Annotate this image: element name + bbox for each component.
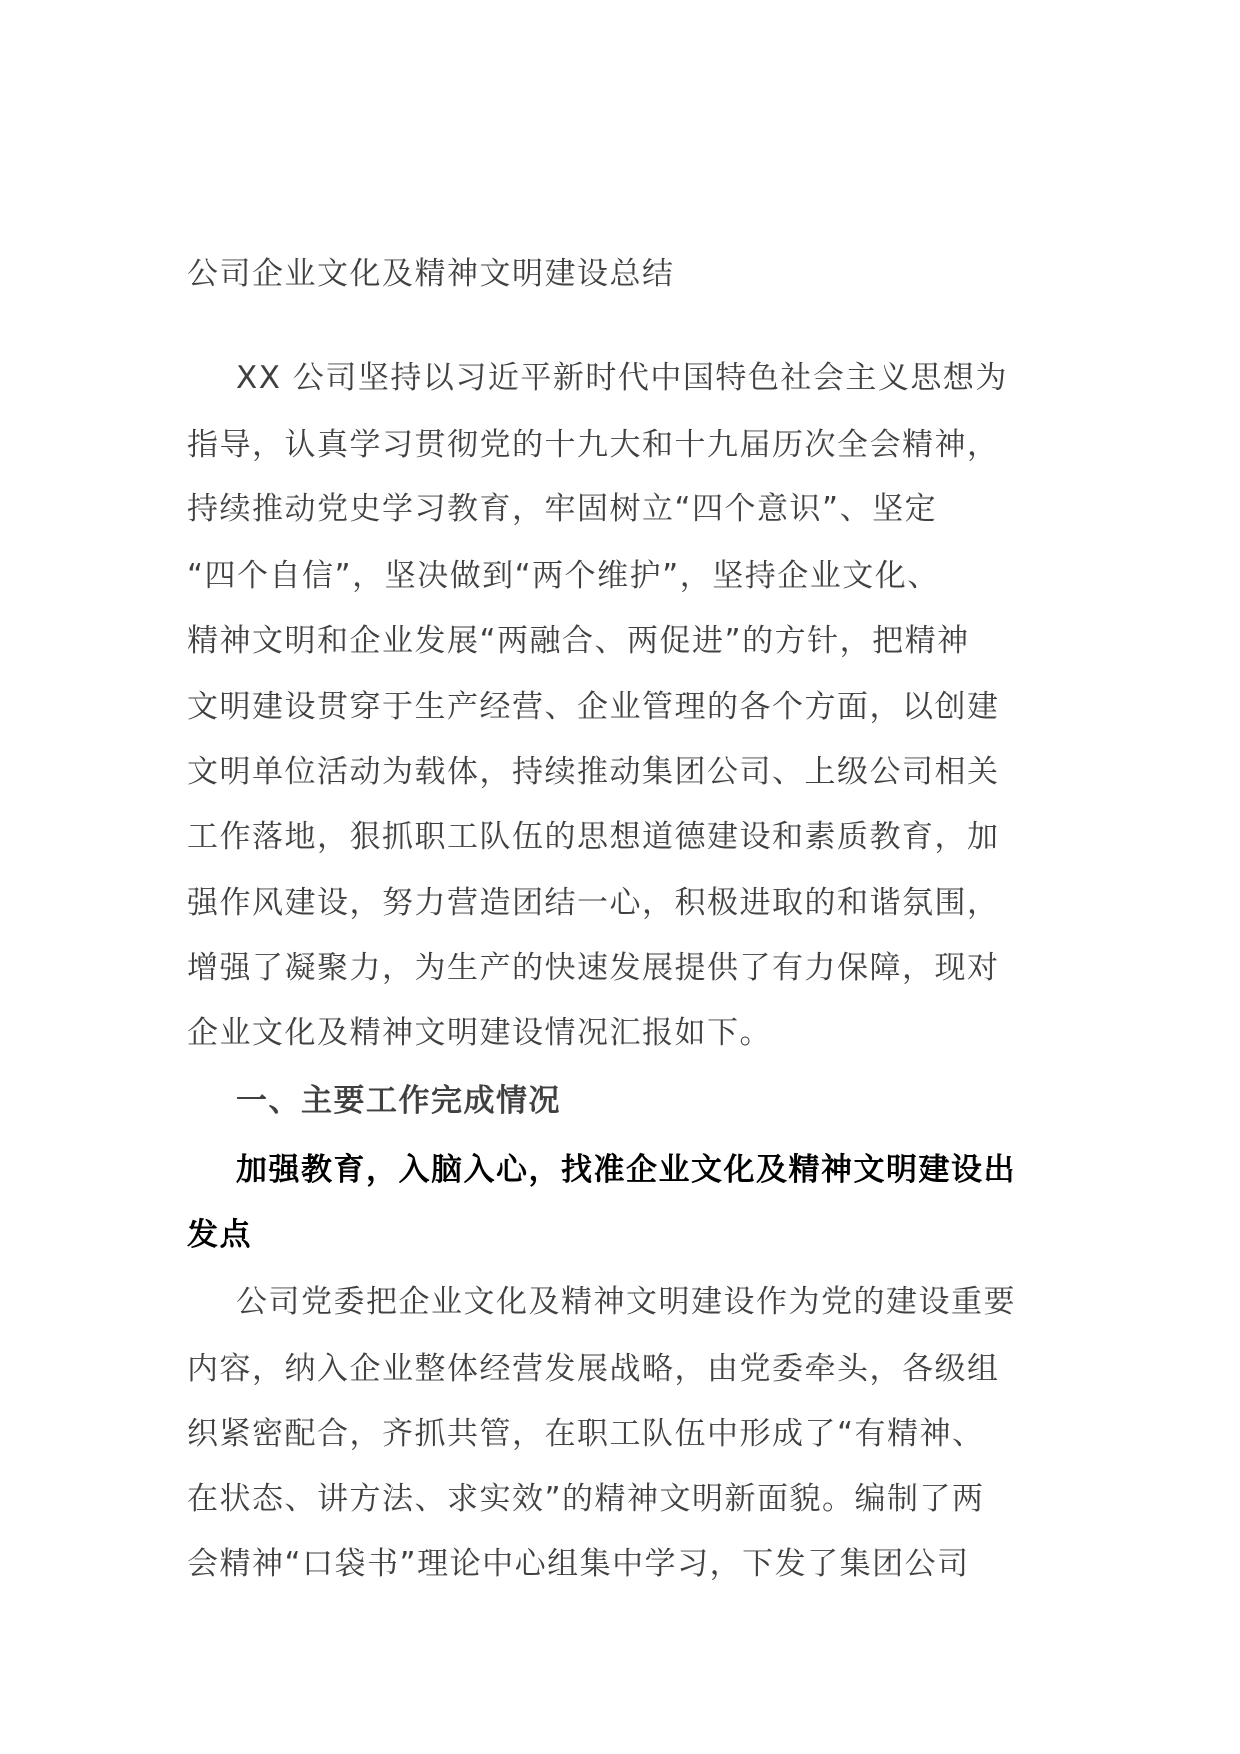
intro-paragraph-line: 文明单位活动为载体，持续推动集团公司、上级公司相关 xyxy=(187,754,1000,790)
section-paragraph-line: 织紧密配合，齐抓共管，在职工队伍中形成了“有精神、 xyxy=(187,1416,985,1452)
section-subheading: 发点 xyxy=(187,1217,252,1253)
section-subheading: 加强教育，入脑入心，找准企业文化及精神文明建设出 xyxy=(236,1152,1016,1188)
intro-paragraph-line: 增强了凝聚力，为生产的快速发展提供了有力保障，现对 xyxy=(187,950,1000,986)
section-paragraph-line: 公司党委把企业文化及精神文明建设作为党的建设重要 xyxy=(236,1284,1016,1320)
section-paragraph-line: 会精神“口袋书”理论中心组集中学习，下发了集团公司 xyxy=(187,1546,970,1582)
section-heading: 一、主要工作完成情况 xyxy=(236,1083,561,1119)
intro-paragraph-line: 指导，认真学习贯彻党的十九大和十九届历次全会精神， xyxy=(187,427,1000,463)
intro-paragraph-line: “四个自信”，坚决做到“两个维护”，坚持企业文化、 xyxy=(187,558,940,594)
intro-paragraph-line: 持续推动党史学习教育，牢固树立“四个意识”、坚定 xyxy=(187,491,938,527)
document-title: 公司企业文化及精神文明建设总结 xyxy=(187,256,675,292)
intro-paragraph-line: 企业文化及精神文明建设情况汇报如下。 xyxy=(187,1015,772,1051)
intro-paragraph-line: 强作风建设，努力营造团结一心，积极进取的和谐氛围， xyxy=(187,885,1000,921)
intro-paragraph-line: 文明建设贯穿于生产经营、企业管理的各个方面，以创建 xyxy=(187,689,1000,725)
section-paragraph-line: 在状态、讲方法、求实效”的精神文明新面貌。编制了两 xyxy=(187,1481,985,1517)
intro-paragraph-line: 工作落地，狠抓职工队伍的思想道德建设和素质教育，加 xyxy=(187,819,1000,855)
section-paragraph-line: 内容，纳入企业整体经营发展战略，由党委牵头，各级组 xyxy=(187,1351,1000,1387)
intro-paragraph-line: XX 公司坚持以习近平新时代中国特色社会主义思想为 xyxy=(236,360,1008,396)
intro-paragraph-line: 精神文明和企业发展“两融合、两促进”的方针，把精神 xyxy=(187,623,970,659)
